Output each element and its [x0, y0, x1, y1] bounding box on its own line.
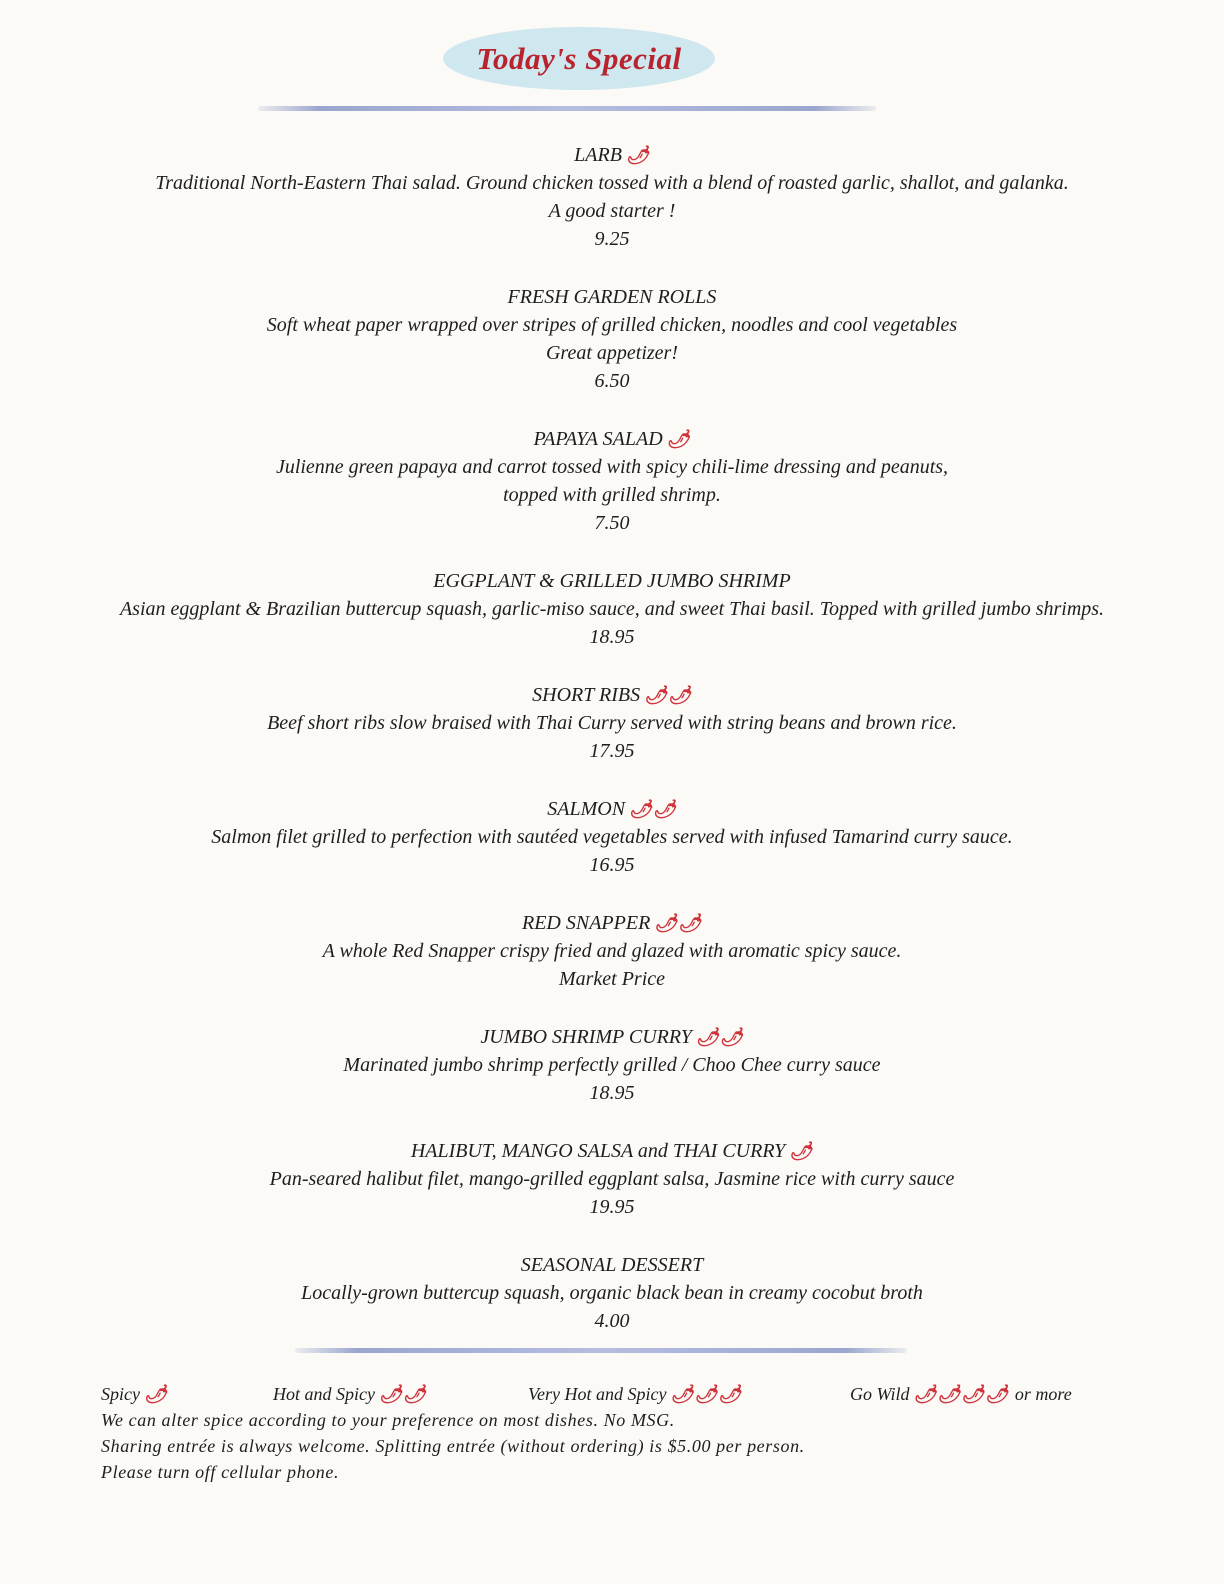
- note-phone: Please turn off cellular phone.: [101, 1462, 340, 1482]
- menu-item-description: Great appetizer!: [545, 342, 678, 364]
- legend-go-wild-suffix: or more: [1014, 1384, 1072, 1404]
- pepper-icon: 🌶: [666, 429, 691, 449]
- pepper-icon: 🌶🌶: [644, 685, 692, 705]
- menu-item-heading: [0, 681, 1224, 709]
- legend-go-wild-label: Go Wild: [850, 1384, 910, 1404]
- menu-item: [0, 681, 1224, 765]
- menu-item: [0, 141, 1224, 253]
- menu-list: [0, 141, 1224, 1335]
- menu-item: [0, 1137, 1224, 1221]
- menu-item-heading: [0, 567, 1224, 595]
- menu-item-name: PAPAYA SALAD: [533, 428, 663, 450]
- menu-item-price: 16.95: [589, 854, 635, 876]
- pepper-icon: 🌶🌶: [654, 913, 702, 933]
- menu-item-price: 18.95: [589, 1082, 635, 1104]
- menu-item-price: 6.50: [594, 370, 630, 392]
- menu-item: [0, 567, 1224, 651]
- menu-item-description: Marinated jumbo shrimp perfectly grilled / Choo Chee curry sauce: [343, 1054, 881, 1076]
- page-title: Today's Special: [476, 40, 682, 76]
- menu-item-price: 4.00: [594, 1310, 630, 1332]
- legend-hot-label: Hot and Spicy: [273, 1384, 375, 1404]
- menu-item-heading: [0, 909, 1224, 937]
- menu-item-price: 19.95: [589, 1196, 635, 1218]
- menu-item-heading: [0, 1023, 1224, 1051]
- legend-go-wild: [850, 1381, 1072, 1407]
- legend-spicy-label: Spicy: [101, 1384, 140, 1404]
- menu-item-description: Salmon filet grilled to perfection with sautéed vegetables served with infused Tamarind curry sauce.: [211, 826, 1013, 848]
- menu-item-name: FRESH GARDEN ROLLS: [507, 286, 717, 308]
- menu-item: [0, 283, 1224, 395]
- menu-item-name: SEASONAL DESSERT: [520, 1254, 704, 1276]
- menu-item-heading: [0, 141, 1224, 169]
- pepper-icon: 🌶: [789, 1141, 814, 1161]
- menu-item-name: EGGPLANT & GRILLED JUMBO SHRIMP: [433, 570, 791, 592]
- note-sharing: Sharing entrée is always welcome. Splitting entrée (without ordering) is $5.00 per person.: [101, 1436, 805, 1456]
- menu-item-description: Pan-seared halibut filet, mango-grilled eggplant salsa, Jasmine rice with curry sauce: [269, 1168, 955, 1190]
- menu-item-description: Locally-grown buttercup squash, organic black bean in creamy cocobut broth: [301, 1282, 923, 1304]
- menu-item: [0, 425, 1224, 537]
- pepper-icon: 🌶: [625, 145, 650, 165]
- menu-item-heading: [0, 795, 1224, 823]
- note-spice: We can alter spice according to your preference on most dishes. No MSG.: [101, 1410, 675, 1430]
- menu-item-name: JUMBO SHRIMP CURRY: [480, 1026, 692, 1048]
- menu-item-description: Asian eggplant & Brazilian buttercup squash, garlic-miso sauce, and sweet Thai basil. Topped with grilled jumbo shrimps.: [119, 598, 1105, 620]
- menu-item: [0, 909, 1224, 993]
- legend-very-hot-label: Very Hot and Spicy: [528, 1384, 667, 1404]
- menu-item: [0, 1251, 1224, 1335]
- menu-item-name: LARB: [574, 144, 622, 166]
- legend-very-hot: [528, 1381, 742, 1407]
- pepper-icon: 🌶: [143, 1384, 168, 1404]
- bottom-divider: [295, 1348, 907, 1353]
- menu-item-name: RED SNAPPER: [521, 912, 651, 934]
- menu-item-price: 17.95: [589, 740, 635, 762]
- menu-item-name: SHORT RIBS: [532, 684, 641, 706]
- menu-item-heading: [0, 1251, 1224, 1279]
- menu-item-heading: [0, 1137, 1224, 1165]
- menu-item-description: Soft wheat paper wrapped over stripes of grilled chicken, noodles and cool vegetables: [266, 314, 958, 336]
- legend-spicy: [101, 1381, 168, 1407]
- menu-item-description: A whole Red Snapper crispy fried and glazed with aromatic spicy sauce.: [322, 940, 902, 962]
- pepper-icon: 🌶🌶: [378, 1384, 427, 1404]
- menu-item-price: 9.25: [594, 228, 630, 250]
- menu-item-price: 18.95: [589, 626, 635, 648]
- menu-item-name: HALIBUT, MANGO SALSA and THAI CURRY: [410, 1140, 786, 1162]
- pepper-icon: 🌶🌶🌶: [670, 1384, 743, 1404]
- pepper-icon: 🌶🌶: [629, 799, 677, 819]
- menu-item-description: topped with grilled shrimp.: [503, 484, 721, 506]
- legend-row: [101, 1381, 1151, 1407]
- spice-legend: [101, 1381, 1151, 1485]
- menu-item-heading: [0, 425, 1224, 453]
- menu-item: [0, 1023, 1224, 1107]
- title-banner: [443, 27, 715, 90]
- menu-item-price: Market Price: [558, 968, 666, 990]
- menu-item-description: Julienne green papaya and carrot tossed with spicy chili-lime dressing and peanuts,: [275, 456, 949, 478]
- legend-hot: [273, 1381, 427, 1407]
- menu-item: [0, 795, 1224, 879]
- top-divider: [258, 106, 876, 111]
- menu-item-price: 7.50: [594, 512, 630, 534]
- menu-item-name: SALMON: [547, 798, 626, 820]
- menu-item-description: Beef short ribs slow braised with Thai Curry served with string beans and brown rice.: [267, 712, 957, 734]
- menu-item-description: A good starter !: [548, 200, 676, 222]
- menu-item-description: Traditional North-Eastern Thai salad. Ground chicken tossed with a blend of roasted garlic, shallot, and galanka.: [155, 172, 1069, 194]
- pepper-icon: 🌶🌶🌶🌶: [913, 1384, 1009, 1404]
- pepper-icon: 🌶🌶: [695, 1027, 744, 1047]
- menu-item-heading: [0, 283, 1224, 311]
